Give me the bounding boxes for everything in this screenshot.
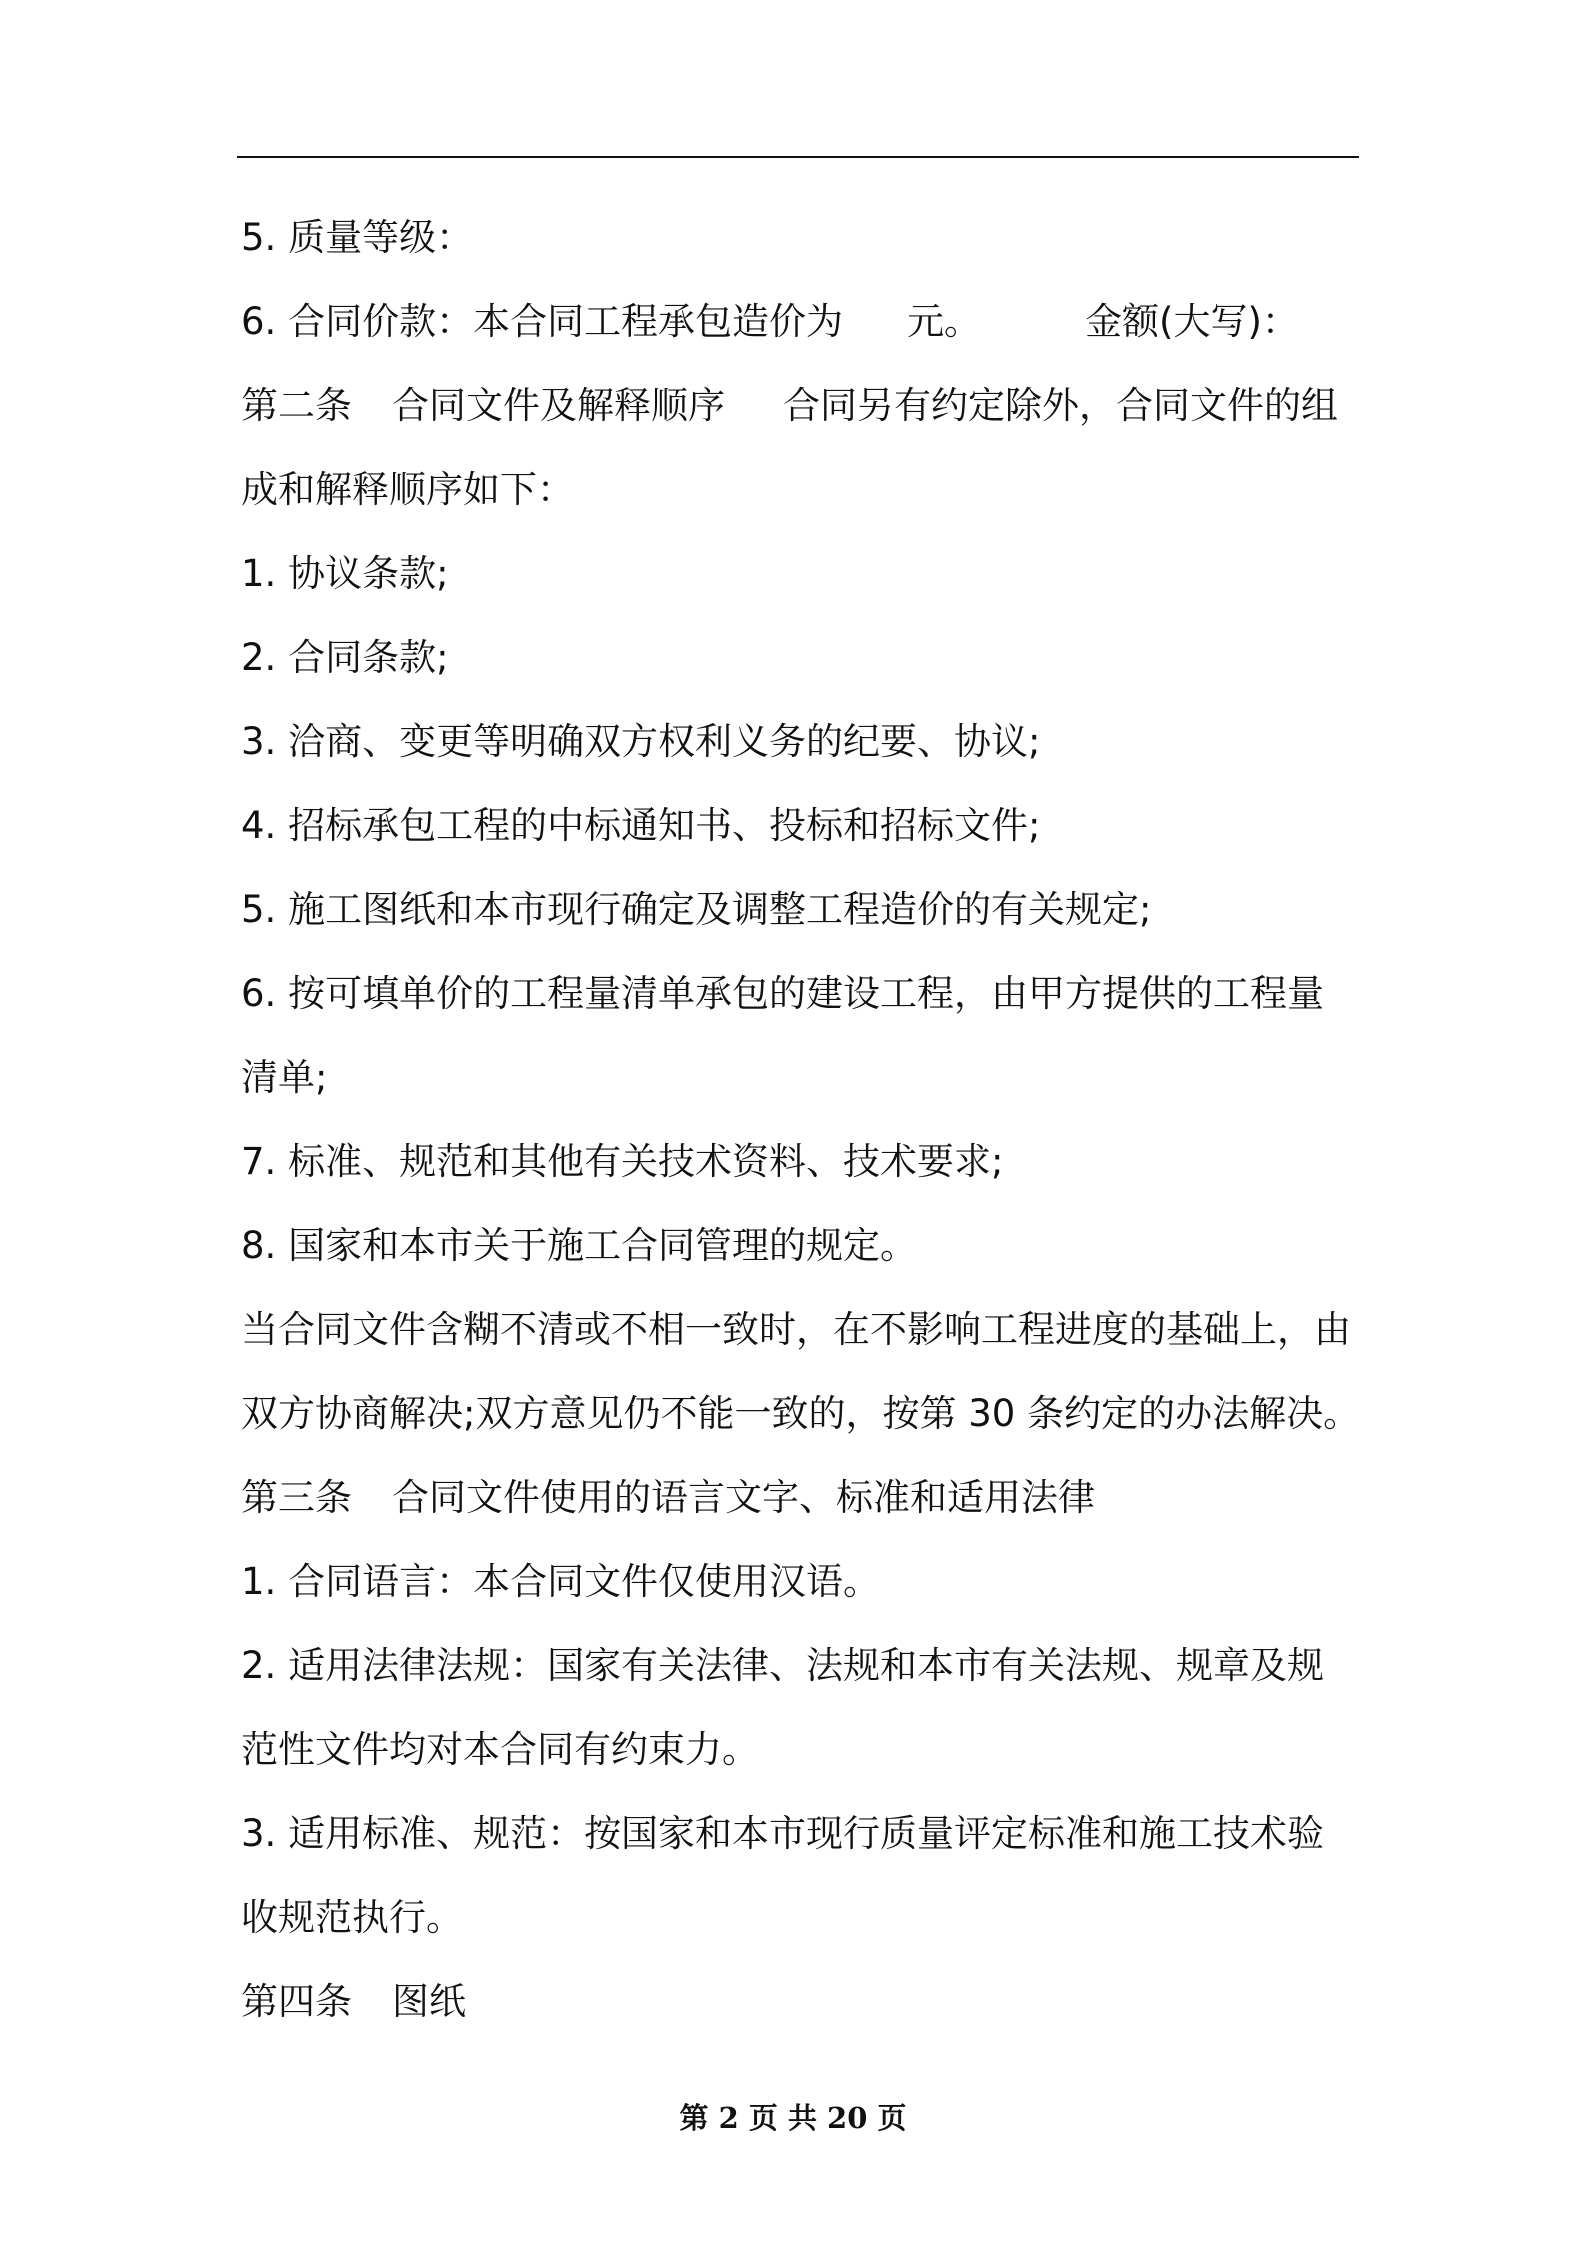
page-number: 第 2 页 共 20 页	[679, 2101, 907, 2135]
amount-in-words-label: 金额(大写)：	[1085, 300, 1299, 343]
section-number: 第三条	[241, 1476, 352, 1519]
text-line: 当合同文件含糊不清或不相一致时，在不影响工程进度的基础上，由	[241, 1308, 1351, 1351]
section-number: 第四条	[241, 1980, 352, 2023]
text-line: 1. 合同语言：本合同文件仅使用汉语。	[241, 1560, 881, 1603]
header-rule	[237, 156, 1359, 158]
text-line: 双方协商解决;双方意见仍不能一致的，按第 30 条约定的办法解决。	[241, 1392, 1361, 1435]
text-line: 2. 合同条款;	[241, 636, 449, 679]
document-body	[241, 196, 1359, 2044]
text-line: 收规范执行。	[241, 1896, 463, 1939]
section-title: 合同文件使用的语言文字、标准和适用法律	[392, 1476, 1095, 1519]
section-number: 第二条	[241, 384, 352, 427]
text-line: 7. 标准、规范和其他有关技术资料、技术要求;	[241, 1140, 1004, 1183]
text-line-contract-price	[241, 280, 1359, 364]
text-line: 8. 国家和本市关于施工合同管理的规定。	[241, 1224, 918, 1267]
section-title: 图纸	[392, 1980, 466, 2023]
text-line: 4. 招标承包工程的中标通知书、投标和招标文件;	[241, 804, 1041, 847]
price-unit: 元。	[907, 300, 982, 343]
text-line: 5. 施工图纸和本市现行确定及调整工程造价的有关规定;	[241, 888, 1152, 931]
text-line: 成和解释顺序如下：	[241, 468, 574, 511]
text-line: 5. 质量等级：	[241, 216, 474, 259]
text-line: 6. 按可填单价的工程量清单承包的建设工程，由甲方提供的工程量	[241, 972, 1325, 1015]
section-heading-4	[241, 1960, 1359, 2044]
section-body: 合同另有约定除外，合同文件的组	[783, 384, 1338, 427]
text-line: 范性文件均对本合同有约束力。	[241, 1728, 759, 1771]
text-line: 清单;	[241, 1056, 328, 1099]
section-heading-3	[241, 1456, 1359, 1540]
text-line: 1. 协议条款;	[241, 552, 449, 595]
text-line: 3. 洽商、变更等明确双方权利义务的纪要、协议;	[241, 720, 1041, 763]
section-heading-2	[241, 364, 1359, 448]
section-title: 合同文件及解释顺序	[392, 384, 725, 427]
text-line: 3. 适用标准、规范：按国家和本市现行质量评定标准和施工技术验	[241, 1812, 1325, 1855]
price-label: 6. 合同价款：本合同工程承包造价为	[241, 300, 844, 343]
text-line: 2. 适用法律法规：国家有关法律、法规和本市有关法规、规章及规	[241, 1644, 1325, 1687]
